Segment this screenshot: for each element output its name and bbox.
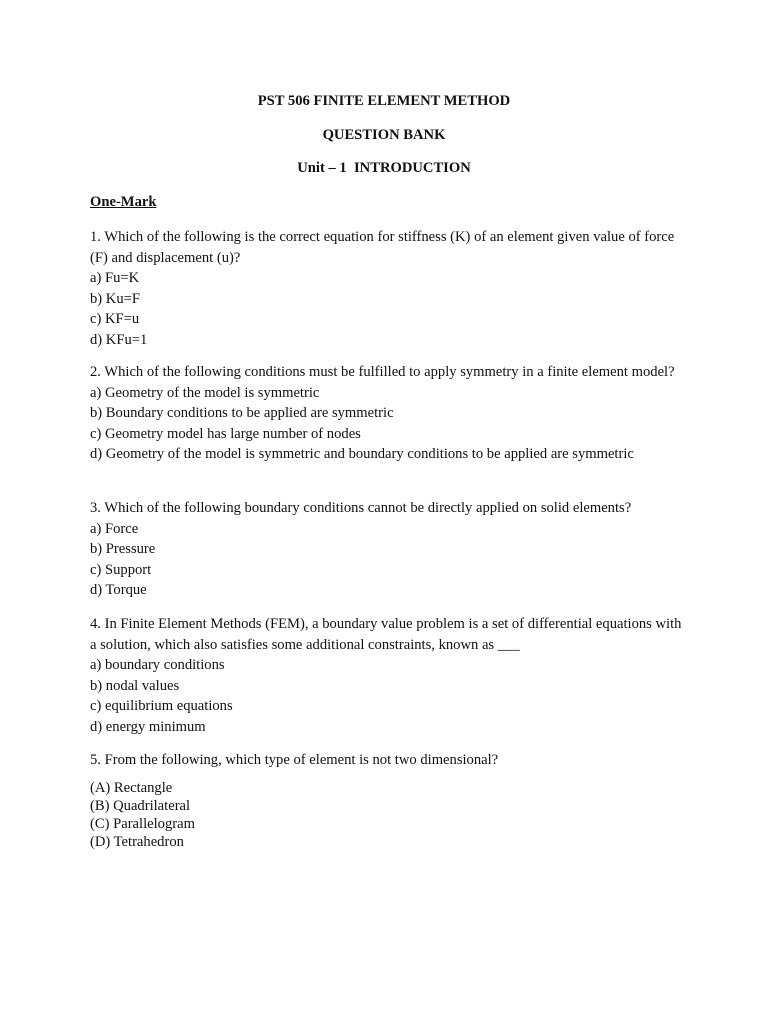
document-title: PST 506 FINITE ELEMENT METHOD	[257, 93, 511, 109]
option-c: c) Geometry model has large number of nodes	[90, 425, 361, 442]
option-d: d) Torque	[90, 582, 147, 598]
section-label: One-Mark	[90, 194, 157, 210]
option-d: d) Geometry of the model is symmetric and boundary conditions to be applied are symmetric	[90, 446, 634, 462]
option-c: (C) Parallelogram	[90, 815, 195, 832]
option-list	[90, 383, 690, 465]
option-c: c) Support	[90, 561, 152, 578]
question-1	[90, 227, 690, 350]
question-text: 2. Which of the following conditions must be fulfilled to apply symmetry in a finite element model?	[90, 364, 675, 380]
option-d: (D) Tetrahedron	[90, 833, 184, 850]
question-text: 4. In Finite Element Methods (FEM), a boundary value problem is a set of differential equations with a solution, which also satisfies some additional constraints, known as ___	[90, 616, 682, 653]
option-a: (A) Rectangle	[90, 779, 173, 796]
option-d: d) energy minimum	[90, 718, 206, 735]
unit-heading: Unit – 1 INTRODUCTION	[297, 160, 471, 176]
option-b: b) Boundary conditions to be applied are symmetric	[90, 405, 394, 421]
option-list	[90, 655, 690, 737]
option-b: (B) Quadrilateral	[90, 797, 191, 814]
option-c: c) KF=u	[90, 311, 140, 327]
document-subtitle: QUESTION BANK	[322, 127, 446, 143]
option-list	[90, 268, 690, 350]
question-text: 5. From the following, which type of element is not two dimensional?	[90, 752, 499, 768]
question-3	[90, 498, 690, 601]
option-b: b) Pressure	[90, 541, 156, 557]
question-2	[90, 362, 690, 465]
option-a: a) Fu=K	[90, 270, 140, 286]
option-b: b) nodal values	[90, 677, 180, 694]
option-d: d) KFu=1	[90, 331, 148, 348]
question-5	[90, 750, 690, 851]
option-list	[90, 779, 690, 851]
question-text: 3. Which of the following boundary conditions cannot be directly applied on solid elements?	[90, 500, 632, 516]
option-a: a) boundary conditions	[90, 657, 225, 673]
option-list	[90, 519, 690, 601]
option-c: c) equilibrium equations	[90, 698, 233, 714]
option-a: a) Force	[90, 520, 139, 537]
question-text: 1. Which of the following is the correct equation for stiffness (K) of an element given value of force (F) and displacement (u)?	[90, 229, 675, 266]
option-a: a) Geometry of the model is symmetric	[90, 384, 320, 401]
question-4	[90, 614, 690, 737]
option-b: b) Ku=F	[90, 290, 140, 307]
